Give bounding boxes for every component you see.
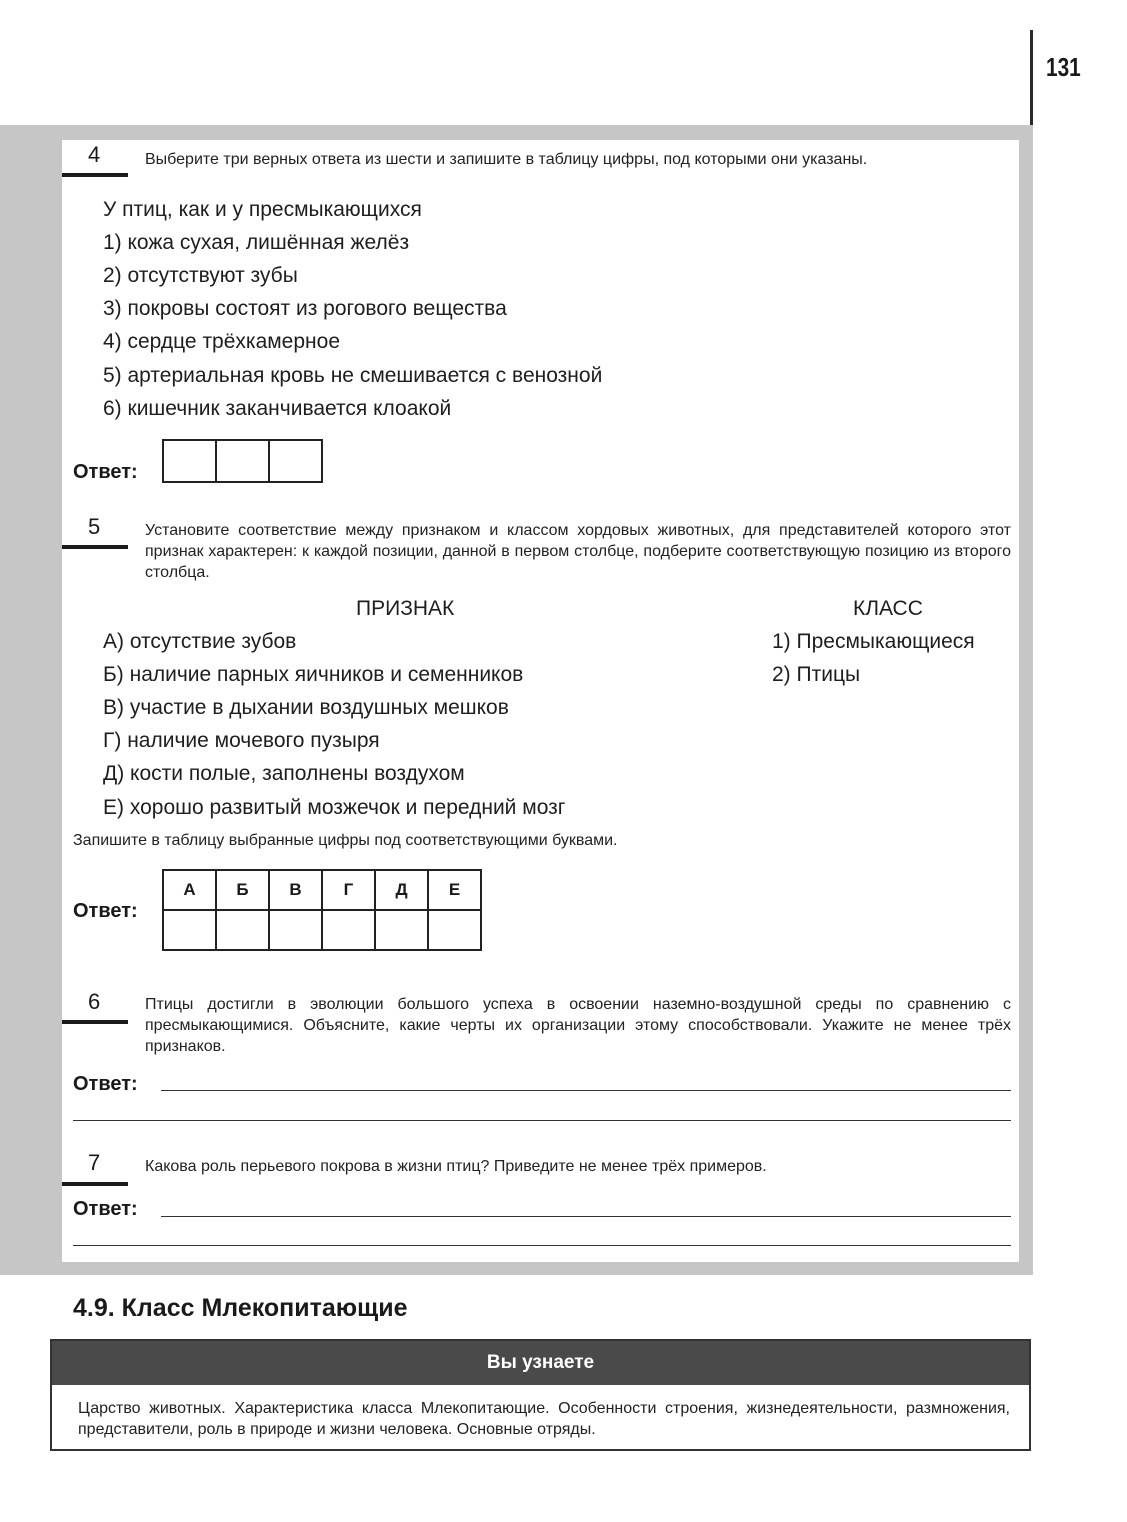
q5-answer-cell[interactable] bbox=[163, 910, 216, 950]
q5-answer-cell[interactable] bbox=[216, 910, 269, 950]
q5-table-instruction: Запишите в таблицу выбранные цифры под соответствующими буквами. bbox=[73, 832, 618, 849]
q6-number-bar bbox=[62, 1020, 128, 1024]
q5-answer-cell[interactable] bbox=[269, 910, 322, 950]
q5-answer-cell[interactable] bbox=[375, 910, 428, 950]
q6-answer-line[interactable] bbox=[161, 1090, 1011, 1091]
q6-instruction: Птицы достигли в эволюции большого успеха в освоении наземно-воздушной среды по сравнению с пресмыкающимися. Объясните, какие черты их организации этому способствовали. Укажите не менее трёх признаков. bbox=[145, 996, 1011, 1055]
q4-option: 1) кожа сухая, лишённая желёз bbox=[103, 231, 410, 254]
q5-table-header: А bbox=[163, 870, 216, 910]
q5-feature: А) отсутствие зубов bbox=[103, 630, 297, 653]
q4-option: 6) кишечник заканчивается клоакой bbox=[103, 397, 452, 420]
q4-answer-boxes bbox=[162, 439, 323, 483]
q5-col2-header: КЛАСС bbox=[853, 597, 923, 620]
q4-answer-cell[interactable] bbox=[269, 440, 322, 482]
q6-answer-label: Ответ: bbox=[73, 1073, 138, 1095]
q5-table-header: Г bbox=[322, 870, 375, 910]
q5-answer-cell[interactable] bbox=[428, 910, 481, 950]
q5-feature: Б) наличие парных яичников и семенников bbox=[103, 663, 524, 686]
q5-feature: Д) кости полые, заполнены воздухом bbox=[103, 762, 465, 785]
page-divider bbox=[1030, 30, 1033, 130]
q5-table-header: Б bbox=[216, 870, 269, 910]
q5-number: 5 bbox=[88, 514, 101, 539]
q4-option: 2) отсутствуют зубы bbox=[103, 264, 298, 287]
q5-col1-header: ПРИЗНАК bbox=[356, 597, 455, 620]
q5-class: 2) Птицы bbox=[772, 663, 861, 686]
q5-answer-cell[interactable] bbox=[322, 910, 375, 950]
q5-table-header: Е bbox=[428, 870, 481, 910]
q5-table-header: Д bbox=[375, 870, 428, 910]
q6-answer-line[interactable] bbox=[73, 1120, 1011, 1121]
q7-instruction: Какова роль перьевого покрова в жизни птиц? Приведите не менее трёх примеров. bbox=[145, 1158, 767, 1175]
q7-answer-line[interactable] bbox=[161, 1216, 1011, 1217]
q5-feature: Г) наличие мочевого пузыря bbox=[103, 729, 380, 752]
q6-number: 6 bbox=[88, 989, 101, 1014]
q5-instruction: Установите соответствие между признаком и классом хордовых животных, для представителей которого этот признак характерен: к каждой позиции, данной в первом столбце, подберите соответствующую позицию из второго столбца. bbox=[145, 522, 1011, 581]
q7-number-bar bbox=[62, 1182, 128, 1186]
you-will-learn-text: Царство животных. Характеристика класса Млекопитающие. Особенности строения, жизнедеятельности, размножения, представители, роль в природе и жизни человека. Основные отряды. bbox=[78, 1400, 1010, 1438]
q4-stem: У птиц, как и у пресмыкающихся bbox=[103, 198, 422, 221]
q5-feature: Е) хорошо развитый мозжечок и передний мозг bbox=[103, 796, 566, 819]
page-number: 131 bbox=[1046, 52, 1081, 82]
q4-option: 4) сердце трёхкамерное bbox=[103, 330, 340, 353]
you-will-learn-box bbox=[50, 1339, 1031, 1451]
q4-option: 3) покровы состоят из рогового вещества bbox=[103, 297, 507, 320]
q5-answer-table bbox=[162, 869, 482, 951]
q5-class: 1) Пресмыкающиеся bbox=[772, 630, 975, 653]
q4-answer-cell[interactable] bbox=[216, 440, 269, 482]
q4-number-bar bbox=[62, 173, 128, 177]
q4-instruction: Выберите три верных ответа из шести и запишите в таблицу цифры, под которыми они указаны. bbox=[145, 151, 868, 168]
q4-answer-cell[interactable] bbox=[163, 440, 216, 482]
q7-number: 7 bbox=[88, 1150, 101, 1175]
q5-number-bar bbox=[62, 545, 128, 549]
q4-answer-label: Ответ: bbox=[73, 461, 138, 483]
q7-answer-label: Ответ: bbox=[73, 1198, 138, 1220]
q5-feature: В) участие в дыхании воздушных мешков bbox=[103, 696, 509, 719]
q7-answer-line[interactable] bbox=[73, 1245, 1011, 1246]
q5-answer-label: Ответ: bbox=[73, 900, 138, 922]
q4-option: 5) артериальная кровь не смешивается с венозной bbox=[103, 364, 603, 387]
q4-number: 4 bbox=[88, 142, 101, 167]
q5-table-header: В bbox=[269, 870, 322, 910]
you-will-learn-heading: Вы узнаете bbox=[52, 1341, 1029, 1385]
section-title: 4.9. Класс Млекопитающие bbox=[73, 1294, 408, 1322]
